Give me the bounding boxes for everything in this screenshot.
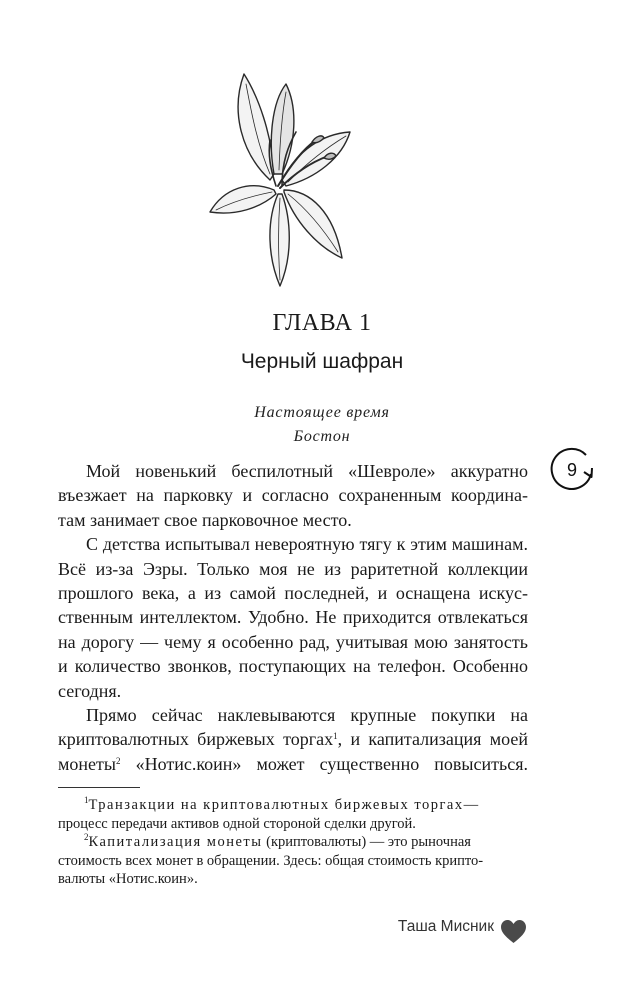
text-line: Прямо сейчас наклевываются крупные покупки на [86,705,528,726]
body-text [58,459,528,776]
text-line: ственным интеллектом. Удобно. Не приходится отвлекаться [58,607,528,628]
text-line: С детства испытывал невероятную тягу к этим машинам. [86,534,528,555]
footnote-mark: 2 [84,832,89,843]
footnote-ref[interactable]: 1 [333,731,338,742]
footnote-1 [58,796,526,815]
footnote-divider [58,787,140,788]
text-line: и количество звонков, поступающих на телефон. Особенно [58,656,528,677]
text-line [58,752,528,776]
chapter-title: ГЛАВА 1 [272,310,372,336]
text-line: прошлого века, а из самой последней, и оснащена искус- [58,583,528,604]
footnote-text: (криптовалюты) — это рыночная [262,834,471,851]
footnote-mark: 1 [84,795,89,805]
text-line: там занимает свое парковочное место. [58,509,352,530]
footnote-2-line: стоимость всех монет в обращении. Здесь: общая стоимость крипто- [58,852,484,869]
footnote-2 [58,833,526,852]
text-line [58,727,528,751]
chapter-place: Бостон [293,428,351,445]
author-name: Таша Мисник [397,918,494,935]
footnote-1-line: процесс передачи активов одной стороной сделки другой. [58,815,416,832]
page-number: 9 [566,460,577,480]
heart-icon [500,919,527,944]
text-line: Мой новенький беспилотный «Шевроле» аккуратно [86,461,528,481]
footnotes [58,796,526,889]
footnote-term: Капитализация монеты [88,834,263,851]
text-fragment: монеты [58,753,116,774]
chapter-subtitle: Черный шафран [240,350,404,373]
footnote-text: — [463,797,479,813]
text-fragment: «Нотис.коин» может существенно повыситься. [120,753,528,774]
footnote-2-line: валюты «Нотис.коин». [58,871,198,888]
text-line: сегодня. [58,680,122,701]
saffron-flower-icon [200,62,360,292]
footnote-ref[interactable]: 2 [115,755,121,766]
chapter-time: Настоящее время [254,404,390,421]
text-line: въезжает на парковку и согласно сохраненным координа- [58,485,528,506]
text-fragment: криптовалютных биржевых торгах [58,729,334,750]
text-line: на дорогу — чему я особенно рад, учитывая мою занятость [58,631,528,652]
text-line: Всё из-за Эзры. Только моя не из раритетной коллекции [58,558,528,579]
footnote-term: Транзакции на криптовалютных биржевых торгах [88,797,464,813]
text-fragment: , и капитализация моей [337,729,528,750]
